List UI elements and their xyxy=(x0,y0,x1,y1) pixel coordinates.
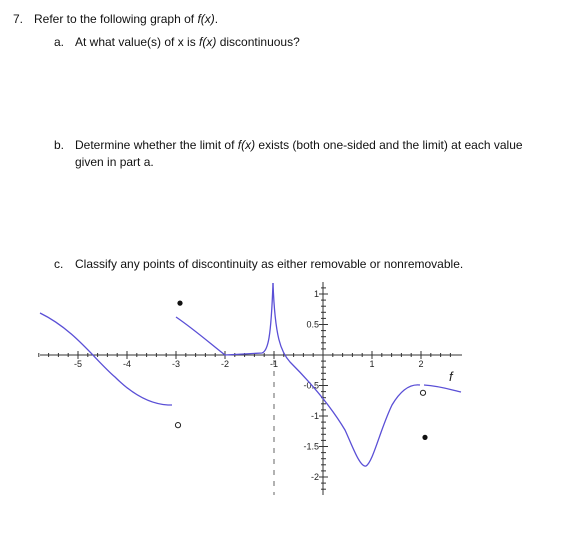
x-tick-label: -5 xyxy=(73,359,83,369)
curve-segment xyxy=(273,283,420,466)
x-tick-label: -4 xyxy=(122,359,132,369)
y-tick-label: 1 xyxy=(313,289,319,299)
curve-segment xyxy=(40,313,172,405)
x-tick-label: -1 xyxy=(269,359,279,369)
y-tick-label: -2 xyxy=(310,472,319,482)
y-tick-label: -0.5 xyxy=(303,380,319,391)
question-text: Refer to the following graph of f(x). xyxy=(34,12,219,26)
y-tick-label: -1 xyxy=(310,411,319,421)
part-b-line1: Determine whether the limit of f(x) exists (both one-sided and the limit) at each value xyxy=(75,138,523,152)
part-a-label: a. xyxy=(54,35,65,49)
curve-layer xyxy=(40,283,461,466)
part-c-label: c. xyxy=(54,257,64,271)
open-point xyxy=(420,390,425,395)
x-tick-label: 2 xyxy=(418,359,424,369)
part-a-text: At what value(s) of x is f(x) discontinuous? xyxy=(75,35,300,49)
y-tick-label: 0.5 xyxy=(306,319,319,330)
part-b-line2: given in part a. xyxy=(75,155,154,169)
part-c-text: Classify any points of discontinuity as either removable or nonremovable. xyxy=(75,257,464,271)
points-layer xyxy=(175,301,427,440)
question-number: 7. xyxy=(13,12,24,26)
closed-point xyxy=(177,301,182,306)
axes xyxy=(39,282,462,495)
x-tick-label: 1 xyxy=(369,359,375,369)
y-tick-label: -1.5 xyxy=(303,441,319,452)
curve-segment xyxy=(176,283,273,355)
x-tick-label: -3 xyxy=(171,359,181,369)
part-b-label: b. xyxy=(54,138,65,152)
closed-point xyxy=(422,435,427,440)
x-tick-label: -2 xyxy=(220,359,230,369)
function-label: f xyxy=(449,369,453,384)
tick-labels xyxy=(74,289,454,482)
open-point xyxy=(175,423,180,428)
curve-segment xyxy=(424,385,461,392)
